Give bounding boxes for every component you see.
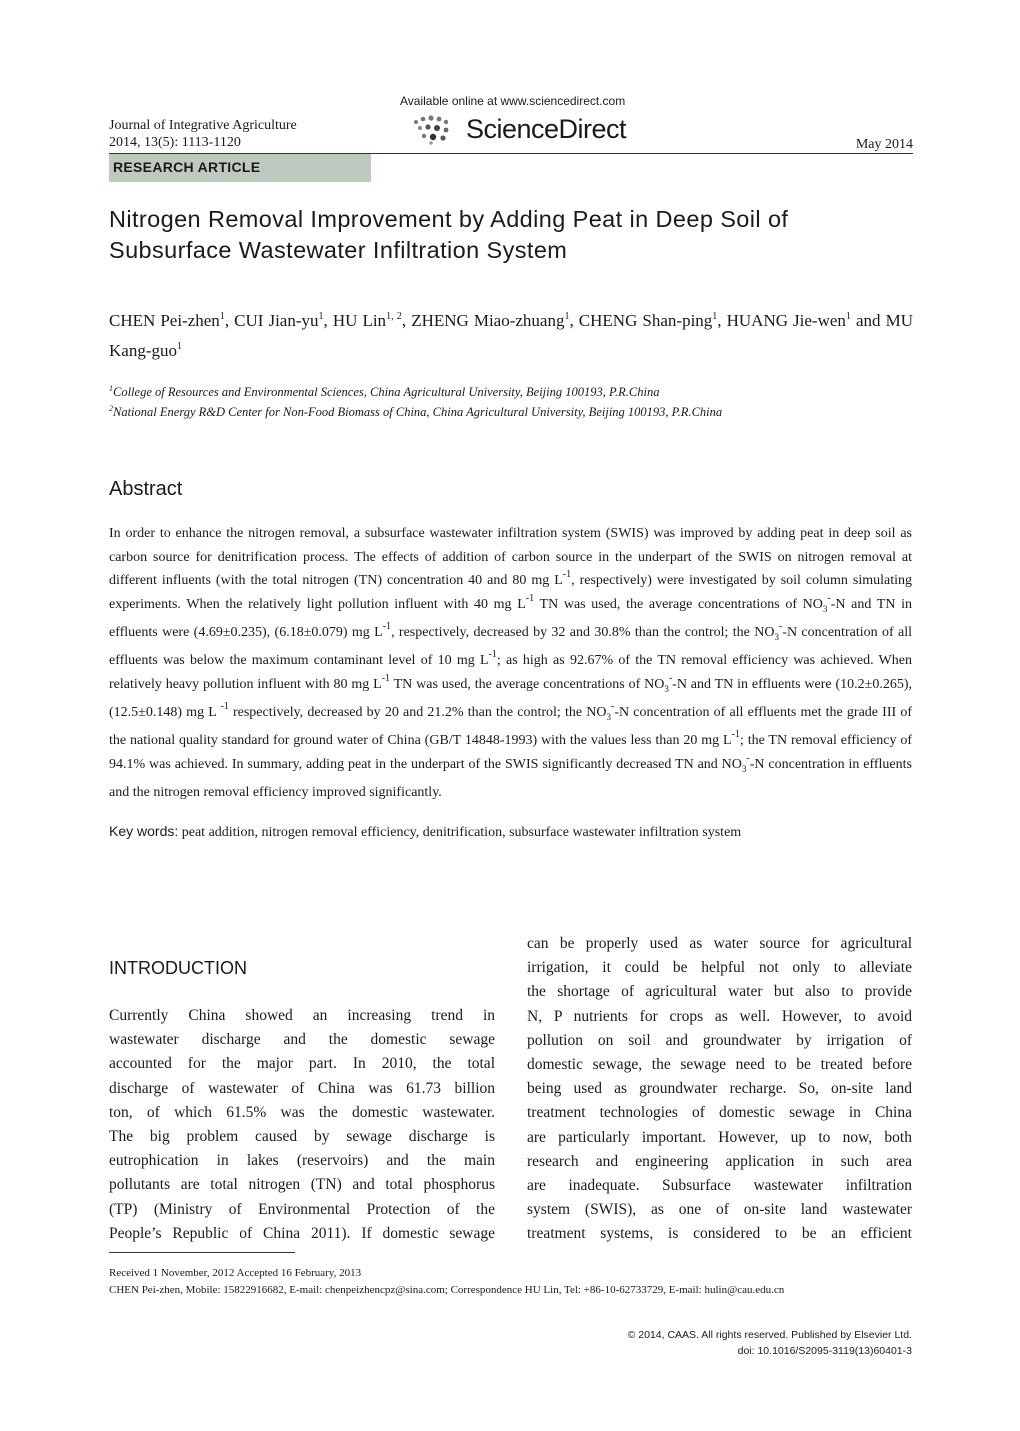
- superscript: -: [610, 700, 615, 712]
- subscript: 3: [822, 603, 828, 614]
- available-online-note: Available online at www.sciencedirect.com: [400, 94, 626, 108]
- author-affiliation-mark: 1: [318, 311, 324, 322]
- author-separator: ,: [401, 311, 412, 330]
- intro-line: accounted for the major part. In 2010, the total: [109, 1055, 495, 1073]
- keywords-text: peat addition, nitrogen removal efficiency, denitrification, subsurface wastewater infiltration system: [178, 825, 742, 840]
- intro-line: pollutants are total nitrogen (TN) and total phosphorus: [109, 1176, 495, 1194]
- abstract-text-run: , respectively, decreased by 32 and 30.8% than the control; the NO: [391, 624, 775, 640]
- abstract-text-run: -N concentration of all effluents was below the maximum contaminant level of 10 mg L: [109, 624, 912, 669]
- intro-column-right: [527, 932, 912, 1247]
- intro-line: system (SWIS), as one of on-site land wastewater: [527, 1201, 912, 1219]
- superscript: -1: [731, 729, 740, 741]
- issue-date: May 2014: [855, 137, 913, 152]
- intro-line: can be properly used as water source for agricultural: [527, 935, 912, 952]
- subscript: 3: [606, 711, 611, 722]
- affiliation-2: [109, 405, 722, 420]
- journal-name: Journal of Integrative Agriculture: [109, 118, 297, 133]
- superscript: -1: [562, 569, 572, 580]
- abstract-text-run: -N concentration of all effluents met the grade III of the national quality standard for ground water of China (GB/T 14848-1993) with the values less than 20 mg L: [109, 704, 913, 749]
- affiliation-text: College of Resources and Environmental Sciences, China Agricultural University, Beijing 100193, P.R.China: [113, 385, 660, 399]
- superscript: -1: [381, 672, 391, 684]
- superscript: -1: [525, 592, 535, 604]
- abstract-text-run: TN was used, the average concentrations of NO: [390, 676, 665, 692]
- abstract-text-run: -N and TN in effluents were (4.69±0.235), (6.18±0.079) mg L: [109, 596, 912, 640]
- superscript: -: [778, 620, 783, 632]
- author-name: CHENG Shan-ping: [578, 311, 713, 330]
- keywords: [109, 823, 913, 841]
- intro-line: the shortage of agricultural water but also to provide: [527, 983, 912, 1001]
- footnote-rule: [109, 1252, 295, 1253]
- sciencedirect-logo[interactable]: [412, 112, 632, 148]
- intro-line: research and engineering application in such area: [527, 1152, 912, 1170]
- received-dates: Received 1 November, 2012 Accepted 16 February, 2013: [109, 1267, 362, 1279]
- subscript: 3: [664, 683, 669, 694]
- intro-line: N, P nutrients for crops as well. However, to avoid: [527, 1007, 912, 1025]
- abstract-text-run: respectively, decreased by 20 and 21.2% than the control; the NO: [228, 704, 607, 720]
- intro-line: (TP) (Ministry of Environmental Protection of the: [109, 1200, 495, 1218]
- author-name: ZHENG Miao-zhuang: [411, 311, 565, 330]
- article-type-banner: RESEARCH ARTICLE: [109, 154, 371, 182]
- keywords-label: Key words:: [109, 823, 179, 839]
- abstract-text-run: -N concentration in effluents and the nitrogen removal efficiency improved significantly.: [109, 756, 912, 800]
- paper-title: Nitrogen Removal Improvement by Adding Peat in Deep Soil of Subsurface Wastewater Infiltration System: [109, 206, 789, 263]
- author-separator: ,: [717, 311, 727, 330]
- superscript: -: [668, 672, 673, 684]
- intro-line: domestic sewage, the sewage need to be treated before: [527, 1056, 912, 1074]
- intro-line: discharge of wastewater of China was 61.73 billion: [109, 1079, 495, 1097]
- abstract-text-run: -N and TN in effluents were (10.2±0.265), (12.5±0.148) mg L: [109, 676, 912, 720]
- abstract-text-run: In order to enhance the nitrogen removal, a subsurface wastewater infiltration system (SWIS) was improved by adding peat in deep soil as carbon source for denitrification process. The effects of addition of carbon source in the underpart of the SWIS on nitrogen removal at different influents (with the total nitrogen (TN) concentration 40 and 80 mg L: [109, 526, 912, 588]
- journal-volume: 2014, 13(5): 1113-1120: [109, 135, 241, 150]
- intro-line: pollution on soil and groundwater by irrigation of: [527, 1031, 912, 1049]
- abstract-heading: Abstract: [109, 478, 183, 500]
- affiliation-text: National Energy R&D Center for Non-Food Biomass of China, China Agricultural University, Beijing 100193, P.R.China: [113, 405, 723, 419]
- intro-line: eutrophication in lakes (reservoirs) and the main: [109, 1152, 495, 1170]
- superscript: -1: [488, 649, 497, 661]
- superscript: -: [827, 592, 831, 604]
- author-name: CUI Jian-yu: [234, 311, 319, 330]
- affiliation-mark: 2: [109, 404, 113, 413]
- intro-line: treatment technologies of domestic sewage in China: [527, 1104, 912, 1122]
- author-separator: and: [850, 311, 886, 330]
- author-affiliation-mark: 1: [564, 311, 570, 322]
- sciencedirect-wordmark: ScienceDirect: [466, 114, 627, 144]
- intro-line: The big problem caused by sewage discharge is: [109, 1128, 495, 1146]
- author-separator: ,: [224, 311, 235, 330]
- sciencedirect-dots-icon: [412, 114, 462, 146]
- author-name: HU Lin: [332, 311, 387, 330]
- superscript: -: [746, 752, 750, 764]
- superscript: -1: [220, 700, 229, 712]
- intro-line: Currently China showed an increasing trend in: [109, 1007, 495, 1024]
- correspondence-info: CHEN Pei-zhen, Mobile: 15822916682, E-mail: chenpeizhencpz@sina.com; Correspondence HU Lin, Tel: +86-10-62733729, E-mail: hulin@cau.edu.cn: [109, 1284, 785, 1296]
- abstract-body: [109, 522, 912, 804]
- subscript: 3: [774, 631, 779, 642]
- introduction-heading: INTRODUCTION: [109, 958, 247, 978]
- abstract-text-run: ; the TN removal efficiency of 94.1% was achieved. In summary, adding peat in the underpart of the SWIS significantly decreased TN and NO: [109, 733, 912, 772]
- author-separator: ,: [569, 311, 579, 330]
- author-separator: ,: [323, 311, 333, 330]
- intro-line: treatment systems, is considered to be an efficient: [527, 1225, 912, 1243]
- author-name: HUANG Jie-wen: [726, 311, 846, 330]
- copyright-notice: © 2014, CAAS. All rights reserved. Published by Elsevier Ltd.: [627, 1329, 912, 1341]
- intro-column-left: [109, 1004, 495, 1246]
- doi: doi: 10.1016/S2095-3119(13)60401-3: [737, 1345, 912, 1357]
- subscript: 3: [741, 763, 747, 774]
- intro-line: are particularly important. However, up to now, both: [527, 1128, 912, 1146]
- intro-line: ton, of which 61.5% was the domestic wastewater.: [109, 1103, 495, 1121]
- superscript: -1: [382, 620, 392, 632]
- affiliation-1: [109, 385, 659, 400]
- author-affiliation-mark: 1, 2: [386, 311, 402, 322]
- author-name: MU Kang-guo: [109, 311, 913, 360]
- intro-line: wastewater discharge and the domestic sewage: [109, 1031, 495, 1049]
- author-name: CHEN Pei-zhen: [109, 311, 220, 330]
- author-affiliation-mark: 1: [712, 311, 718, 322]
- author-list: [109, 306, 913, 366]
- author-affiliation-mark: 1: [219, 311, 225, 322]
- intro-line: being used as groundwater recharge. So, on-site land: [527, 1080, 912, 1098]
- abstract-text-run: TN was used, the average concentrations of NO: [534, 596, 823, 612]
- intro-line: People’s Republic of China 2011). If domestic sewage: [109, 1224, 495, 1242]
- author-affiliation-mark: 1: [845, 311, 851, 322]
- author-affiliation-mark: 1: [176, 341, 182, 352]
- intro-line: irrigation, it could be helpful not only to alleviate: [527, 959, 912, 977]
- affiliation-mark: 1: [109, 384, 113, 393]
- intro-line: are inadequate. Subsurface wastewater infiltration: [527, 1177, 912, 1195]
- abstract-text-run: , respectively) were investigated by soil column simulating experiments. When the relatively light pollution influent with 40 mg L: [109, 573, 912, 612]
- abstract-text-run: ; as high as 92.67% of the TN removal efficiency was achieved. When relatively heavy pollution influent with 80 mg L: [109, 653, 912, 692]
